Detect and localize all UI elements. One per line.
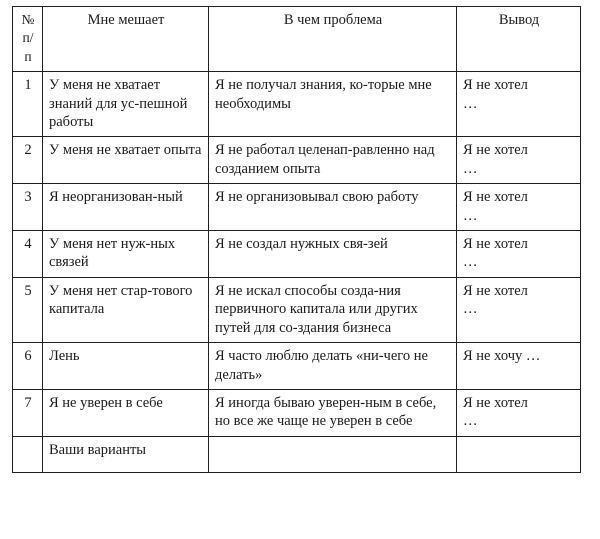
row-conclusion-line2: … bbox=[463, 301, 478, 318]
row-number: 2 bbox=[13, 137, 43, 184]
column-header-number bbox=[13, 7, 43, 72]
row-obstacle: У меня не хватает знаний для ус-пешной работы bbox=[43, 72, 209, 137]
row-problem bbox=[209, 436, 457, 472]
row-conclusion-line1: Я не хотел bbox=[463, 236, 528, 253]
row-problem: Я не получал знания, ко-торые мне необходимы bbox=[209, 72, 457, 137]
row-number: 4 bbox=[13, 231, 43, 278]
row-conclusion-line1: Я не хотел bbox=[463, 77, 528, 94]
table-row bbox=[13, 137, 581, 184]
row-conclusion-line2: … bbox=[463, 254, 478, 271]
row-conclusion-line2: … bbox=[463, 160, 478, 177]
column-header-number-line2: п/п bbox=[22, 30, 34, 64]
row-conclusion-line2: … bbox=[463, 413, 478, 430]
row-conclusion bbox=[457, 72, 581, 137]
row-conclusion-line1: Я не хотел bbox=[463, 394, 528, 411]
row-conclusion bbox=[457, 137, 581, 184]
row-obstacle: Я неорганизован-ный bbox=[43, 184, 209, 231]
table-row bbox=[13, 389, 581, 436]
table-row bbox=[13, 231, 581, 278]
table-header bbox=[13, 7, 581, 72]
table-header-row bbox=[13, 7, 581, 72]
row-conclusion bbox=[457, 436, 581, 472]
table-row bbox=[13, 184, 581, 231]
problem-table bbox=[12, 6, 581, 473]
row-conclusion bbox=[457, 343, 581, 390]
row-conclusion bbox=[457, 389, 581, 436]
table-body bbox=[13, 72, 581, 473]
row-obstacle: Ваши варианты bbox=[43, 436, 209, 472]
column-header-number-line1: № bbox=[21, 12, 35, 27]
row-number: 7 bbox=[13, 389, 43, 436]
row-number: 3 bbox=[13, 184, 43, 231]
row-conclusion-line1: Я не хотел bbox=[463, 189, 528, 206]
row-conclusion-line1: Я не хотел bbox=[463, 142, 528, 159]
column-header-conclusion: Вывод bbox=[457, 7, 581, 72]
column-header-obstacle: Мне мешает bbox=[43, 7, 209, 72]
row-conclusion bbox=[457, 231, 581, 278]
row-conclusion bbox=[457, 184, 581, 231]
table-row bbox=[13, 277, 581, 342]
row-obstacle: У меня нет стар-тового капитала bbox=[43, 277, 209, 342]
row-problem: Я не работал целенап-равленно над созданием опыта bbox=[209, 137, 457, 184]
row-problem: Я не создал нужных свя-зей bbox=[209, 231, 457, 278]
row-conclusion-line2: … bbox=[463, 207, 478, 224]
table-row bbox=[13, 436, 581, 472]
row-problem: Я иногда бываю уверен-ным в себе, но все же чаще не уверен в себе bbox=[209, 389, 457, 436]
row-obstacle: У меня не хватает опыта bbox=[43, 137, 209, 184]
row-problem: Я не искал способы созда-ния первичного капитала или других путей для со-здания бизнеса bbox=[209, 277, 457, 342]
row-obstacle: Я не уверен в себе bbox=[43, 389, 209, 436]
row-number bbox=[13, 436, 43, 472]
document-page bbox=[0, 6, 600, 539]
row-obstacle: Лень bbox=[43, 343, 209, 390]
row-number: 6 bbox=[13, 343, 43, 390]
row-problem: Я не организовывал свою работу bbox=[209, 184, 457, 231]
row-conclusion bbox=[457, 277, 581, 342]
row-conclusion-line2: … bbox=[463, 95, 478, 112]
table-row bbox=[13, 343, 581, 390]
row-problem: Я часто люблю делать «ни-чего не делать» bbox=[209, 343, 457, 390]
table-row bbox=[13, 72, 581, 137]
column-header-problem: В чем проблема bbox=[209, 7, 457, 72]
row-number: 5 bbox=[13, 277, 43, 342]
row-obstacle: У меня нет нуж-ных связей bbox=[43, 231, 209, 278]
row-conclusion-line1: Я не хотел bbox=[463, 282, 528, 299]
row-conclusion-line1: Я не хочу … bbox=[463, 348, 541, 365]
row-number: 1 bbox=[13, 72, 43, 137]
